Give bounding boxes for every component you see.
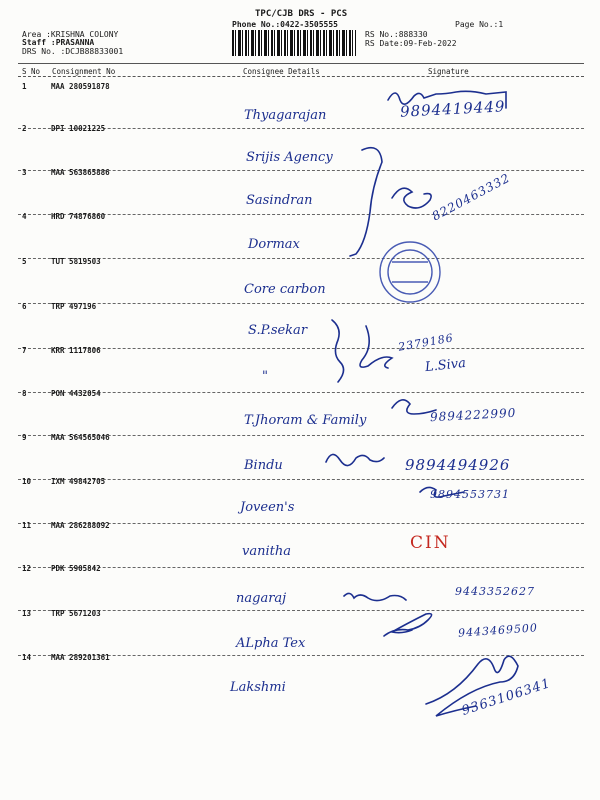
consignment-number: TRP 5671203 xyxy=(51,609,101,618)
row-sno: 8 xyxy=(22,389,27,398)
signature-12 xyxy=(344,593,406,600)
handwritten-note: CIN xyxy=(410,533,451,553)
handwritten-name: S.P.sekar xyxy=(248,323,308,338)
handwritten-phone: 9443352627 xyxy=(455,585,535,598)
consignment-number: PON 4432054 xyxy=(51,389,101,398)
handwritten-phone: 8220463332 xyxy=(429,170,513,224)
bracket-dormax xyxy=(350,148,382,256)
consignment-number: MAA 563865886 xyxy=(51,168,110,177)
handwritten-name: Sasindran xyxy=(246,193,313,208)
company-stamp xyxy=(380,242,440,302)
consignment-number: DPI 10021225 xyxy=(51,124,106,133)
handwritten-note: L.Siva xyxy=(424,355,467,376)
column-header-sno: S No xyxy=(22,67,41,76)
rs-number: RS No.:888330 xyxy=(365,30,428,39)
row-sno: 14 xyxy=(22,653,32,662)
area-label: Area :KRISHNA COLONY xyxy=(22,30,119,39)
signature-13 xyxy=(384,614,432,636)
row-sno: 7 xyxy=(22,346,27,355)
report-title: TPC/CJB DRS - PCS xyxy=(255,9,348,19)
row-sno: 10 xyxy=(22,477,32,486)
header-phone: Phone No.:0422-3505555 xyxy=(232,20,338,29)
handwritten-phone: 9443469500 xyxy=(457,621,539,640)
consignment-number: HRD 74876860 xyxy=(51,212,106,221)
bracket-sekar xyxy=(332,320,344,382)
handwritten-name: Lakshmi xyxy=(230,680,286,695)
column-header-signature: Signature xyxy=(428,67,469,76)
signature-8 xyxy=(392,400,436,414)
consignment-number: MAA 289201361 xyxy=(51,653,110,662)
row-sno: 5 xyxy=(22,257,27,266)
handwritten-name: Srijis Agency xyxy=(246,150,333,165)
handwritten-name: Dormax xyxy=(248,237,300,252)
handwritten-phone: 9894419449 xyxy=(399,97,506,121)
row-sno: 12 xyxy=(22,564,32,573)
consignment-number: IXM 49842705 xyxy=(51,477,106,486)
signature-7 xyxy=(360,326,392,368)
column-header-details: Consignee Details xyxy=(243,67,320,76)
consignment-number: PDK 5905842 xyxy=(51,564,101,573)
row-sno: 6 xyxy=(22,302,27,311)
handwritten-name: Bindu xyxy=(244,458,283,473)
handwritten-name: Core carbon xyxy=(244,282,326,297)
consignment-number: MAA 286288092 xyxy=(51,521,110,530)
consignment-number: TUT 5819503 xyxy=(51,257,101,266)
handwritten-phone: 9894553731 xyxy=(430,488,510,501)
row-sno: 11 xyxy=(22,521,32,530)
consignment-number: TRP 497196 xyxy=(51,302,97,311)
handwritten-phone: 9894222990 xyxy=(429,405,517,425)
rs-date: RS Date:09-Feb-2022 xyxy=(365,39,457,48)
row-sno: 4 xyxy=(22,212,27,221)
consignment-number: KRR 1117806 xyxy=(51,346,101,355)
consignment-number: MAA 564565046 xyxy=(51,433,110,442)
row-sno: 13 xyxy=(22,609,32,618)
consignment-number: MAA 280591878 xyxy=(51,82,110,91)
handwritten-phone: 9363106341 xyxy=(459,676,553,719)
page-number: Page No.:1 xyxy=(455,20,504,29)
staff-label: Staff :PRASANNA xyxy=(22,38,95,47)
handwritten-name: Thyagarajan xyxy=(244,108,327,123)
column-header-consignment: Consignment No xyxy=(52,67,116,76)
handwritten-name: T.Jhoram & Family xyxy=(244,413,367,428)
signature-3 xyxy=(392,188,431,208)
drs-number: DRS No. :DCJB88833001 xyxy=(22,47,124,56)
signature-1 xyxy=(388,91,506,108)
handwritten-name: Joveen's xyxy=(240,500,295,515)
signature-10 xyxy=(420,487,464,497)
row-sno: 9 xyxy=(22,433,27,442)
handwritten-name: nagaraj xyxy=(236,591,287,606)
row-sno: 1 xyxy=(22,82,27,91)
signature-14 xyxy=(426,656,518,716)
signature-9 xyxy=(326,454,384,465)
handwritten-name: vanitha xyxy=(242,544,291,559)
handwritten-phone: 9894494926 xyxy=(405,456,511,474)
handwritten-name: " xyxy=(262,369,268,384)
row-sno: 3 xyxy=(22,168,27,177)
handwritten-phone: 2379186 xyxy=(397,331,455,354)
row-sno: 2 xyxy=(22,124,27,133)
handwritten-name: ALpha Tex xyxy=(236,636,306,651)
